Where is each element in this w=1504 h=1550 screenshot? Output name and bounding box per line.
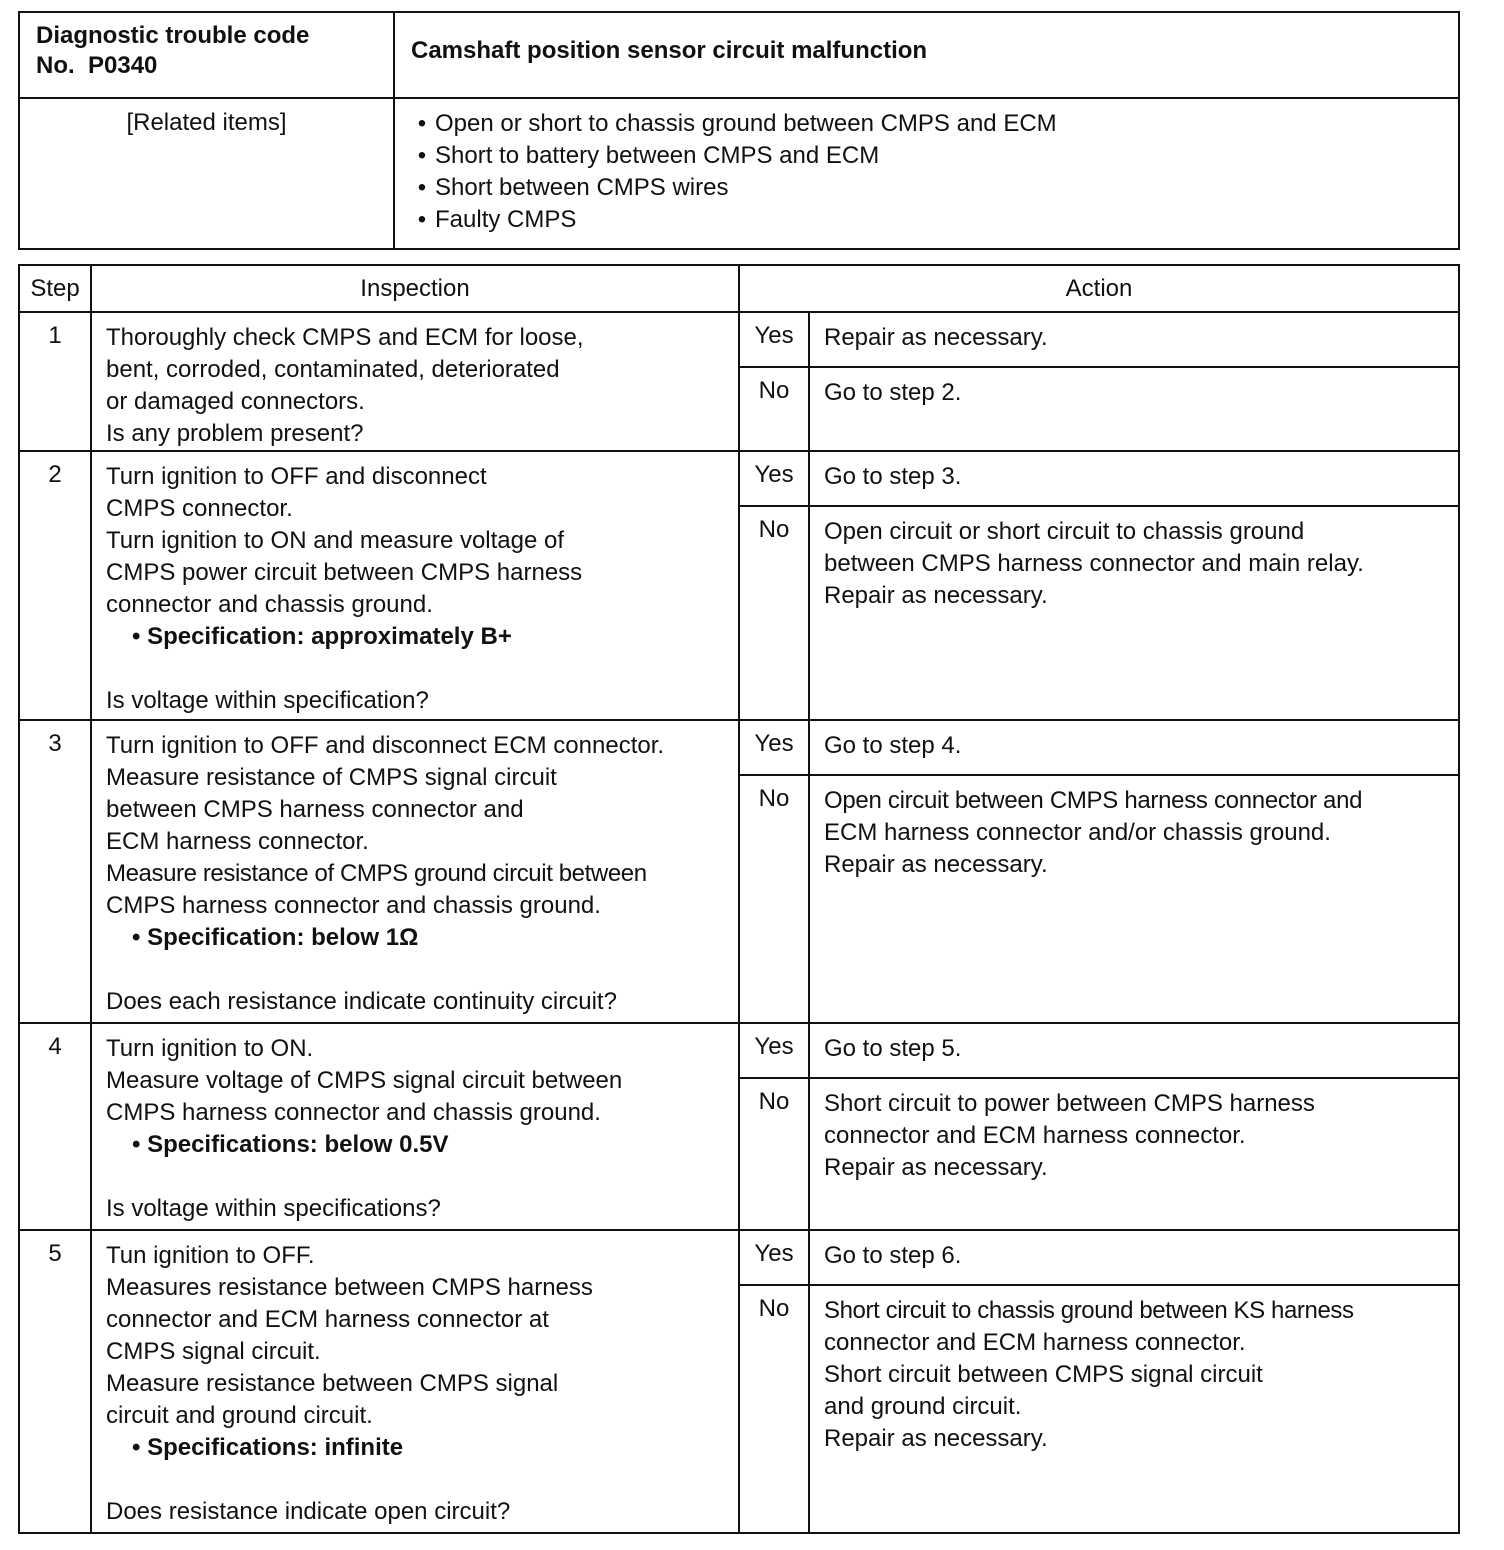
no-action: Open circuit or short circuit to chassis ground between CMPS harness connector and main relay. Repair as necessary.: [809, 506, 1459, 720]
related-items-list: [394, 98, 1459, 249]
bullet-icon: •: [417, 142, 427, 169]
no-label: No: [739, 775, 809, 1023]
bullet-icon: •: [417, 110, 427, 137]
yes-label: Yes: [739, 1230, 809, 1285]
step-number: 1: [19, 312, 91, 451]
yes-action: Repair as necessary.: [809, 312, 1459, 367]
specification: • Specification: below 1Ω: [132, 924, 419, 951]
related-item: • Short to battery between CMPS and ECM: [409, 140, 1458, 172]
yes-action: Go to step 3.: [809, 451, 1459, 506]
table-row: [19, 451, 1459, 506]
table-row: [19, 720, 1459, 775]
step-inspection: Turn ignition to OFF and disconnect ECM connector. Measure resistance of CMPS signal circuit between CMPS harness connector and ECM harness connector. Measure resistance of CMPS ground circuit between CMPS harness connector and chassis ground. • Specification: below 1Ω Does each resistance indicate continuity circuit?: [91, 720, 739, 1023]
yes-label: Yes: [739, 312, 809, 367]
step-number: 3: [19, 720, 91, 1023]
related-item: • Short between CMPS wires: [409, 172, 1458, 204]
table-row: [19, 1023, 1459, 1078]
step-inspection: Turn ignition to ON. Measure voltage of CMPS signal circuit between CMPS harness connector and chassis ground. • Specifications: below 0.5V Is voltage within specifications?: [91, 1023, 739, 1230]
dtc-header-table: [18, 11, 1460, 250]
dtc-label: Diagnostic trouble code: [36, 22, 310, 49]
inspection-question: Is voltage within specifications?: [106, 1195, 441, 1222]
column-header-step: Step: [19, 265, 91, 312]
related-items-row: [19, 98, 1459, 249]
no-action: Short circuit to chassis ground between KS harness connector and ECM harness connector. Short circuit between CMPS signal circuit and ground circuit. Repair as necessary.: [809, 1285, 1459, 1533]
no-label: No: [739, 1285, 809, 1533]
related-item: • Open or short to chassis ground between CMPS and ECM: [409, 108, 1458, 140]
yes-label: Yes: [739, 451, 809, 506]
inspection-question: Does resistance indicate open circuit?: [106, 1498, 511, 1525]
related-items-label: [Related items]: [19, 98, 394, 249]
inspection-question: Does each resistance indicate continuity circuit?: [106, 988, 617, 1015]
column-header-inspection: Inspection: [91, 265, 739, 312]
no-label: No: [739, 506, 809, 720]
step-inspection: Tun ignition to OFF. Measures resistance between CMPS harness connector and ECM harness connector at CMPS signal circuit. Measure resistance between CMPS signal circuit and ground circuit. • Specifications: infinite Does resistance indicate open circuit?: [91, 1230, 739, 1533]
yes-label: Yes: [739, 720, 809, 775]
table-row: [19, 1230, 1459, 1285]
no-action: Short circuit to power between CMPS harness connector and ECM harness connector. Repair as necessary.: [809, 1078, 1459, 1230]
yes-action: Go to step 5.: [809, 1023, 1459, 1078]
yes-label: Yes: [739, 1023, 809, 1078]
bullet-icon: •: [417, 206, 427, 233]
column-header-row: [19, 265, 1459, 312]
step-number: 4: [19, 1023, 91, 1230]
yes-action: Go to step 4.: [809, 720, 1459, 775]
bullet-icon: •: [417, 174, 427, 201]
specification: • Specifications: below 0.5V: [132, 1131, 449, 1158]
yes-action: Go to step 6.: [809, 1230, 1459, 1285]
step-inspection: Thoroughly check CMPS and ECM for loose, bent, corroded, contaminated, deteriorated or damaged connectors. Is any problem present?: [91, 312, 739, 451]
inspection-question: Is voltage within specification?: [106, 687, 429, 714]
step-number: 5: [19, 1230, 91, 1533]
step-number: 2: [19, 451, 91, 720]
no-action: Open circuit between CMPS harness connector and ECM harness connector and/or chassis ground. Repair as necessary.: [809, 775, 1459, 1023]
no-label: No: [739, 367, 809, 451]
column-header-action: Action: [739, 265, 1459, 312]
dtc-code-cell: [19, 12, 394, 98]
diagnostic-steps-table: [18, 264, 1460, 1534]
dtc-number: No. P0340: [36, 52, 158, 79]
related-item: • Faulty CMPS: [409, 204, 1458, 236]
dtc-title: Camshaft position sensor circuit malfunction: [394, 12, 1459, 98]
no-action: Go to step 2.: [809, 367, 1459, 451]
dtc-header-row: [19, 12, 1459, 98]
specification: • Specifications: infinite: [132, 1434, 404, 1461]
no-label: No: [739, 1078, 809, 1230]
specification: • Specification: approximately B+: [132, 623, 512, 650]
step-inspection: Turn ignition to OFF and disconnect CMPS connector. Turn ignition to ON and measure voltage of CMPS power circuit between CMPS harness connector and chassis ground. • Specification: approximately B+ Is voltage within specification?: [91, 451, 739, 720]
table-row: [19, 312, 1459, 367]
